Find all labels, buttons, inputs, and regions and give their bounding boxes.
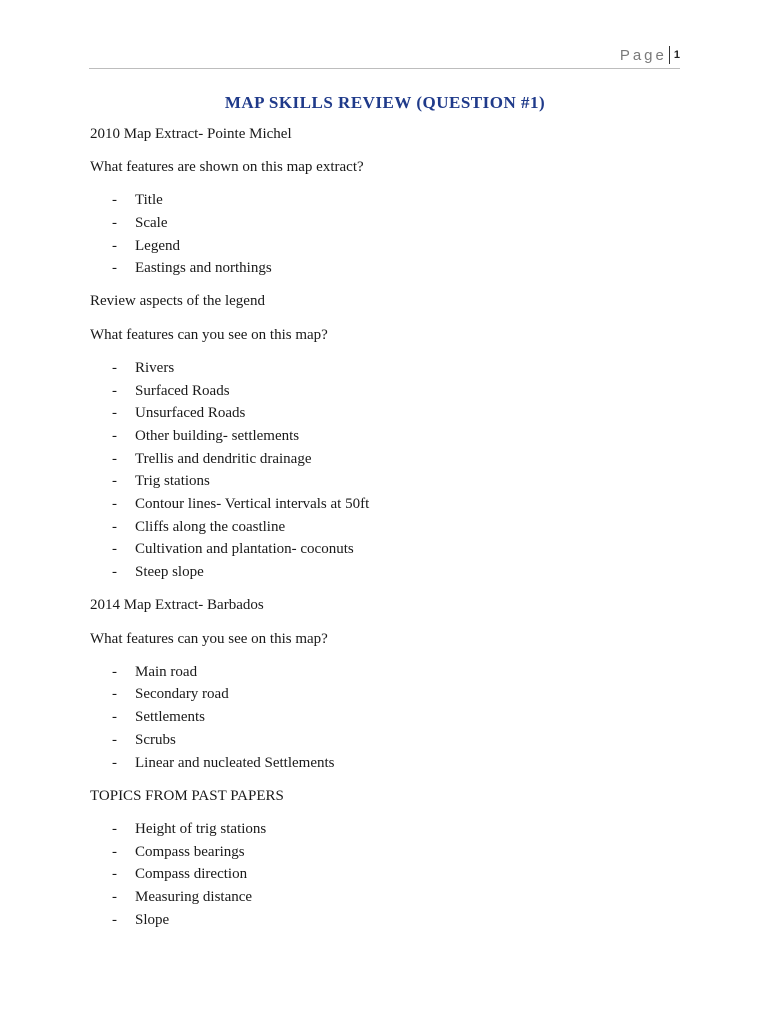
list-item [90, 425, 680, 448]
document-title: MAP SKILLS REVIEW (QUESTION #1) [224, 93, 546, 112]
list-item-text: Settlements [135, 709, 205, 726]
list-item [90, 561, 680, 584]
list-item-text: Secondary road [135, 686, 229, 703]
paragraph: What features are shown on this map extract? [90, 158, 364, 175]
list-item-text: Main road [135, 663, 198, 680]
dash-bullet: - [112, 237, 117, 254]
list-item [90, 841, 680, 864]
dash-bullet: - [112, 911, 117, 928]
list-item [90, 380, 680, 403]
list-item [90, 402, 680, 425]
paragraph: Review aspects of the legend [90, 293, 265, 310]
list-item [90, 257, 680, 280]
header-rule [89, 68, 680, 69]
list-item [90, 683, 680, 706]
page-header-separator [669, 46, 670, 64]
page-label: Page [619, 46, 667, 64]
dash-bullet: - [112, 192, 117, 209]
paragraph: What features can you see on this map? [90, 326, 328, 343]
dash-list [90, 661, 680, 775]
dash-bullet: - [112, 866, 117, 883]
list-item-text: Height of trig stations [135, 820, 267, 837]
dash-bullet: - [112, 889, 117, 906]
list-item-text: Scale [135, 214, 168, 231]
list-item [90, 661, 680, 684]
list-item [90, 863, 680, 886]
page-header [620, 46, 680, 64]
dash-bullet: - [112, 450, 117, 467]
dash-bullet: - [112, 518, 117, 535]
dash-list [90, 189, 680, 280]
dash-bullet: - [112, 427, 117, 444]
list-item [90, 538, 680, 561]
list-item [90, 516, 680, 539]
list-item [90, 493, 680, 516]
list-item [90, 818, 680, 841]
dash-bullet: - [112, 473, 117, 490]
dash-bullet: - [112, 359, 117, 376]
dash-bullet: - [112, 731, 117, 748]
list-item [90, 886, 680, 909]
dash-bullet: - [112, 663, 117, 680]
list-item-text: Cultivation and plantation- coconuts [135, 541, 354, 558]
list-item-text: Unsurfaced Roads [135, 405, 246, 422]
paragraph: 2014 Map Extract- Barbados [90, 597, 264, 614]
list-item-text: Compass direction [135, 866, 248, 883]
dash-bullet: - [112, 843, 117, 860]
list-item-text: Steep slope [135, 564, 204, 581]
dash-bullet: - [112, 260, 117, 277]
dash-bullet: - [112, 754, 117, 771]
list-item-text: Other building- settlements [135, 427, 300, 444]
list-item-text: Rivers [135, 359, 175, 376]
dash-bullet: - [112, 382, 117, 399]
list-item-text: Eastings and northings [135, 260, 272, 277]
list-item-text: Measuring distance [135, 889, 253, 906]
list-item [90, 189, 680, 212]
list-item-text: Cliffs along the coastline [135, 518, 286, 535]
paragraph: What features can you see on this map? [90, 630, 328, 647]
page-number: 1 [673, 49, 680, 61]
list-item-text: Title [135, 192, 163, 209]
list-item-text: Legend [135, 237, 180, 254]
list-item-text: Compass bearings [135, 843, 245, 860]
list-item [90, 909, 680, 932]
dash-bullet: - [112, 564, 117, 581]
list-item [90, 357, 680, 380]
dash-bullet: - [112, 405, 117, 422]
dash-bullet: - [112, 709, 117, 726]
list-item [90, 752, 680, 775]
list-item [90, 706, 680, 729]
list-item-text: Slope [135, 911, 170, 928]
list-item-text: Trig stations [135, 473, 210, 490]
list-item [90, 235, 680, 258]
paragraph: TOPICS FROM PAST PAPERS [90, 787, 284, 804]
dash-bullet: - [112, 541, 117, 558]
list-item [90, 448, 680, 471]
dash-bullet: - [112, 214, 117, 231]
document-body [90, 90, 680, 942]
list-item-text: Trellis and dendritic drainage [135, 450, 312, 467]
dash-list [90, 357, 680, 584]
list-item-text: Surfaced Roads [135, 382, 230, 399]
dash-bullet: - [112, 496, 117, 513]
paragraph: 2010 Map Extract- Pointe Michel [90, 125, 292, 142]
dash-list [90, 818, 680, 932]
dash-bullet: - [112, 820, 117, 837]
list-item-text: Linear and nucleated Settlements [135, 754, 335, 771]
list-item [90, 729, 680, 752]
list-item-text: Contour lines- Vertical intervals at 50ft [135, 496, 370, 513]
list-item [90, 212, 680, 235]
list-item-text: Scrubs [135, 731, 176, 748]
dash-bullet: - [112, 686, 117, 703]
list-item [90, 470, 680, 493]
